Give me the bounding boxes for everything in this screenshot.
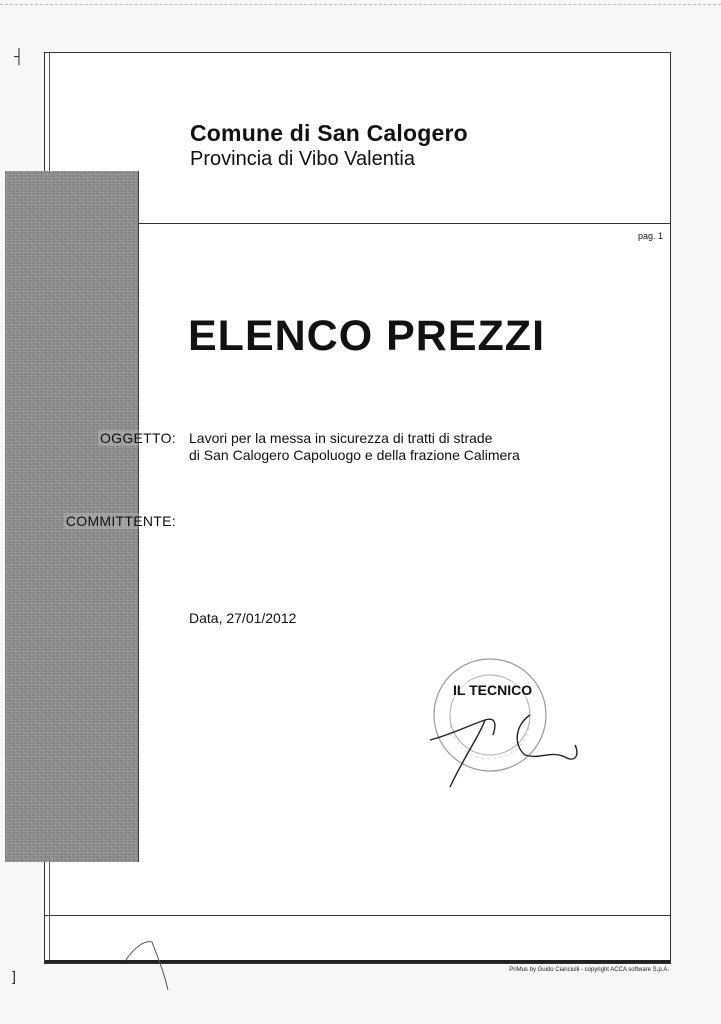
oggetto-text: [189, 430, 520, 464]
header-subtitle: Provincia di Vibo Valentia: [190, 148, 415, 170]
page-number: pag. 1: [637, 231, 663, 241]
oggetto-label: OGGETTO:: [99, 430, 176, 446]
footer-credit: PriMus by Guido Cianciulli - copyright ACCA software S.p.A.: [509, 967, 669, 973]
scan-mark-left-bottom: ]: [12, 968, 16, 984]
footer-divider: [45, 915, 670, 916]
date-line: Data, 27/01/2012: [189, 610, 297, 626]
oggetto-line-2: di San Calogero Capoluogo e della frazione Calimera: [189, 447, 520, 463]
committente-label: COMMITTENTE:: [65, 513, 176, 529]
tecnico-label: IL TECNICO: [453, 682, 533, 698]
footer-pen-mark: [124, 938, 174, 998]
top-scan-line: [0, 4, 721, 5]
document-title: ELENCO PREZZI: [188, 312, 546, 360]
header-title: Comune di San Calogero: [190, 120, 468, 146]
handwritten-signature: [425, 695, 585, 795]
scan-mark-left-top: ┤: [14, 48, 24, 64]
oggetto-line-1: Lavori per la messa in sicurezza di tratti di strade: [189, 430, 493, 446]
